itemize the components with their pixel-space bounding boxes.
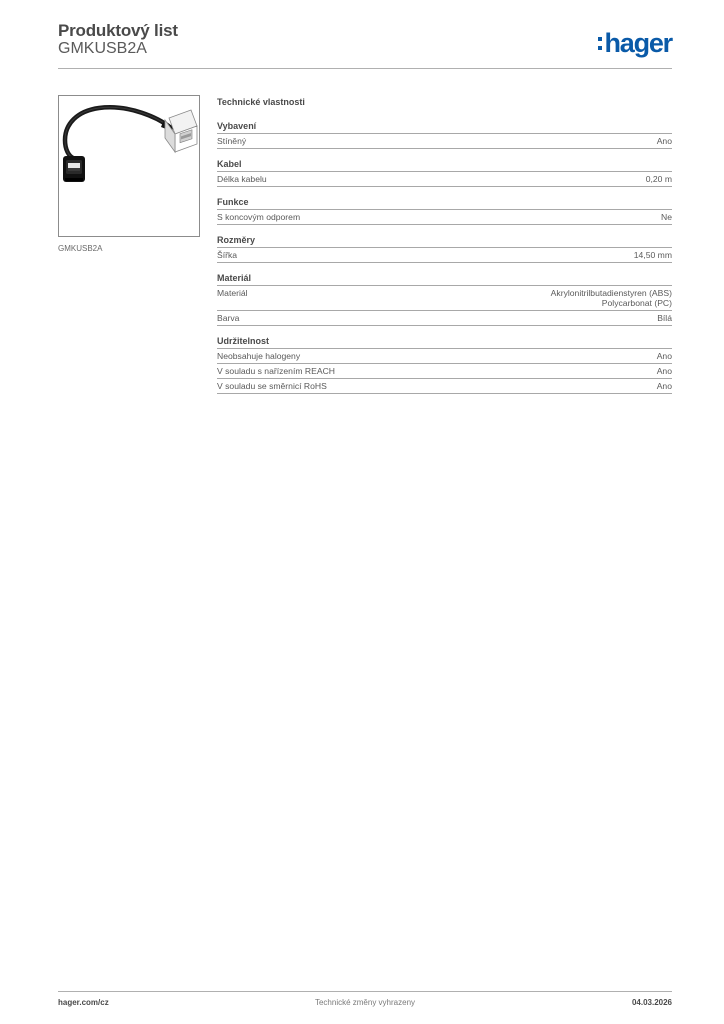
spec-row (217, 379, 672, 394)
image-caption: GMKUSB2A (58, 244, 103, 253)
spec-group-udrzitelnost (217, 334, 672, 394)
spec-group-vybaveni (217, 119, 672, 149)
spec-value: Ano (656, 351, 672, 361)
group-title: Materiál (217, 271, 672, 286)
spec-label: Délka kabelu (217, 174, 267, 184)
spec-row (217, 311, 672, 326)
spec-label: V souladu s nařízením REACH (217, 366, 335, 376)
product-image (58, 95, 200, 237)
footer-website-link[interactable]: hager.com/cz (58, 998, 109, 1007)
spec-value: 14,50 mm (633, 250, 672, 260)
spec-label: Barva (217, 313, 240, 323)
group-title: Udržitelnost (217, 334, 672, 349)
product-code: GMKUSB2A (58, 40, 147, 57)
spec-row (217, 286, 672, 311)
spec-row (217, 134, 672, 149)
spec-value: Ano (656, 136, 672, 146)
hager-logo (598, 28, 672, 58)
logo-colon-icon (598, 37, 602, 50)
technical-specs (217, 96, 672, 402)
spec-row (217, 210, 672, 225)
spec-row (217, 248, 672, 263)
spec-value: Bílá (657, 313, 672, 323)
spec-value: Ano (656, 381, 672, 391)
spec-value-line: Polycarbonat (PC) (601, 298, 672, 308)
spec-value: 0,20 m (645, 174, 672, 184)
spec-label: S koncovým odporem (217, 212, 301, 222)
page-header (58, 18, 672, 70)
specs-title: Technické vlastnosti (217, 97, 305, 107)
group-title: Rozměry (217, 233, 672, 248)
spec-group-funkce (217, 195, 672, 225)
spec-row (217, 364, 672, 379)
spec-label: Stíněný (217, 136, 247, 146)
spec-group-kabel (217, 157, 672, 187)
footer-divider (58, 991, 672, 992)
spec-label: V souladu se směrnicí RoHS (217, 381, 327, 391)
group-title: Vybavení (217, 119, 672, 134)
footer-notice: Technické změny vyhrazeny (314, 998, 416, 1007)
usb-cable-module-icon (59, 96, 199, 236)
spec-group-rozmery (217, 233, 672, 263)
spec-value-line: Akrylonitrilbutadienstyren (ABS) (550, 288, 672, 298)
footer-date: 04.03.2026 (631, 998, 672, 1007)
group-title: Kabel (217, 157, 672, 172)
group-title: Funkce (217, 195, 672, 210)
spec-label: Neobsahuje halogeny (217, 351, 301, 361)
page-footer (58, 998, 672, 1010)
spec-group-material (217, 271, 672, 326)
spec-label: Materiál (217, 288, 248, 298)
spec-value: Ne (661, 212, 672, 222)
spec-value: Ano (656, 366, 672, 376)
spec-label: Šířka (217, 250, 238, 260)
page-title: Produktový list (58, 21, 178, 40)
spec-value (551, 288, 672, 308)
spec-row (217, 349, 672, 364)
logo-text: hager (604, 28, 672, 58)
spec-row (217, 172, 672, 187)
header-divider (58, 68, 672, 69)
